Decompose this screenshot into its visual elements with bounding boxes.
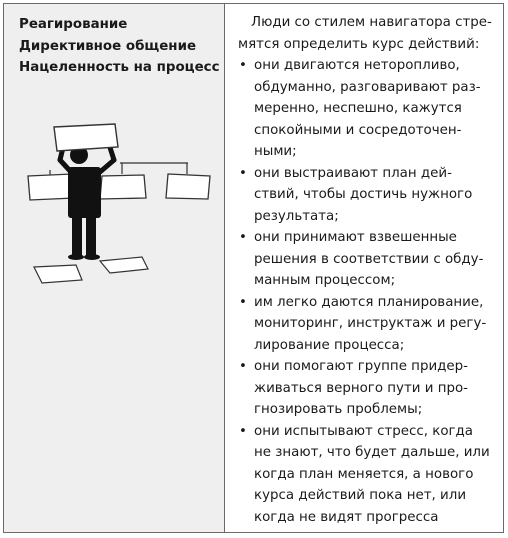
- behavior-text-line: когда не видят прогресса: [254, 509, 439, 525]
- behavior-text-line: спокойными и сосредоточен-: [254, 122, 462, 138]
- behavior-text-line: они двигаются неторопливо,: [254, 58, 460, 73]
- bullet-marker: •: [239, 423, 247, 439]
- plan-sheet-left: [28, 174, 74, 200]
- bullet-marker: •: [239, 294, 247, 310]
- info-table: [3, 3, 504, 533]
- traits-list: [19, 14, 220, 79]
- behavior-text-line: лирование процесса;: [254, 337, 405, 353]
- behavior-list-item: [238, 55, 500, 163]
- trait-reacting: Реагирование: [19, 17, 128, 32]
- behavior-text-line: решения в соответствии с обду-: [254, 251, 484, 267]
- behavior-text: [254, 163, 500, 228]
- behavior-text-line: они принимают взвешенные: [254, 230, 457, 245]
- dropped-sheet-right: [100, 257, 148, 273]
- behavior-text-line: не знают, что будет дальше, или: [254, 445, 490, 460]
- behavior-text-line: манным процессом;: [254, 273, 396, 288]
- behavior-list-item: [238, 163, 500, 228]
- intro-line: Люди со стилем навигатора стре-: [251, 15, 492, 30]
- bullet-marker: •: [239, 359, 247, 374]
- behavior-text-line: они выстраивают план дей-: [254, 165, 452, 181]
- intro-paragraph: [238, 12, 500, 55]
- trait-process-focus: Нацеленность на процесс: [19, 60, 220, 75]
- behavior-text-line: живаться верного пути и про-: [254, 380, 468, 396]
- bullet-marker: •: [239, 165, 247, 181]
- behavior-list-item: [238, 292, 500, 357]
- behavior-text-line: меренно, неспешно, кажутся: [254, 101, 462, 116]
- bullet-marker: •: [239, 230, 247, 245]
- navigator-illustration: [20, 120, 216, 290]
- behavior-list-item: [238, 356, 500, 421]
- behavior-text: [254, 421, 500, 529]
- bullet-marker: •: [239, 58, 247, 73]
- behavior-text-line: курса действий пока нет, или: [254, 488, 467, 503]
- behavior-text-line: им легко даются планирование,: [254, 294, 484, 310]
- intro-line: мятся определить курс действий:: [238, 36, 480, 52]
- held-plan-sheet: [54, 124, 118, 151]
- behavior-text-line: гнозировать проблемы;: [254, 402, 423, 417]
- right-column: [238, 12, 500, 528]
- behavior-text-line: ствий, чтобы достичь нужного: [254, 187, 473, 202]
- behavior-list: [238, 55, 500, 528]
- behavior-list-item: [238, 227, 500, 292]
- behavior-text-line: обдуманно, разговаривают раз-: [254, 79, 481, 95]
- behavior-text: [254, 55, 500, 163]
- behavior-text-line: они испытывают стресс, когда: [254, 423, 474, 439]
- left-column: [4, 4, 225, 532]
- trait-directive-communication: Директивное общение: [19, 38, 197, 54]
- behavior-text-line: мониторинг, инструктаж и регу-: [254, 316, 487, 331]
- behavior-list-item: [238, 421, 500, 529]
- behavior-text: [254, 356, 500, 421]
- behavior-text: [254, 227, 500, 292]
- behavior-text-line: ными;: [254, 144, 297, 159]
- plan-sheet-right: [166, 174, 210, 199]
- behavior-text-line: результата;: [254, 208, 339, 224]
- dropped-sheet-left: [34, 265, 82, 283]
- plan-sheet-middle: [100, 175, 146, 199]
- behavior-text-line: когда план меняется, а нового: [254, 466, 474, 482]
- behavior-text: [254, 292, 500, 357]
- behavior-text-line: они помогают группе придер-: [254, 359, 468, 374]
